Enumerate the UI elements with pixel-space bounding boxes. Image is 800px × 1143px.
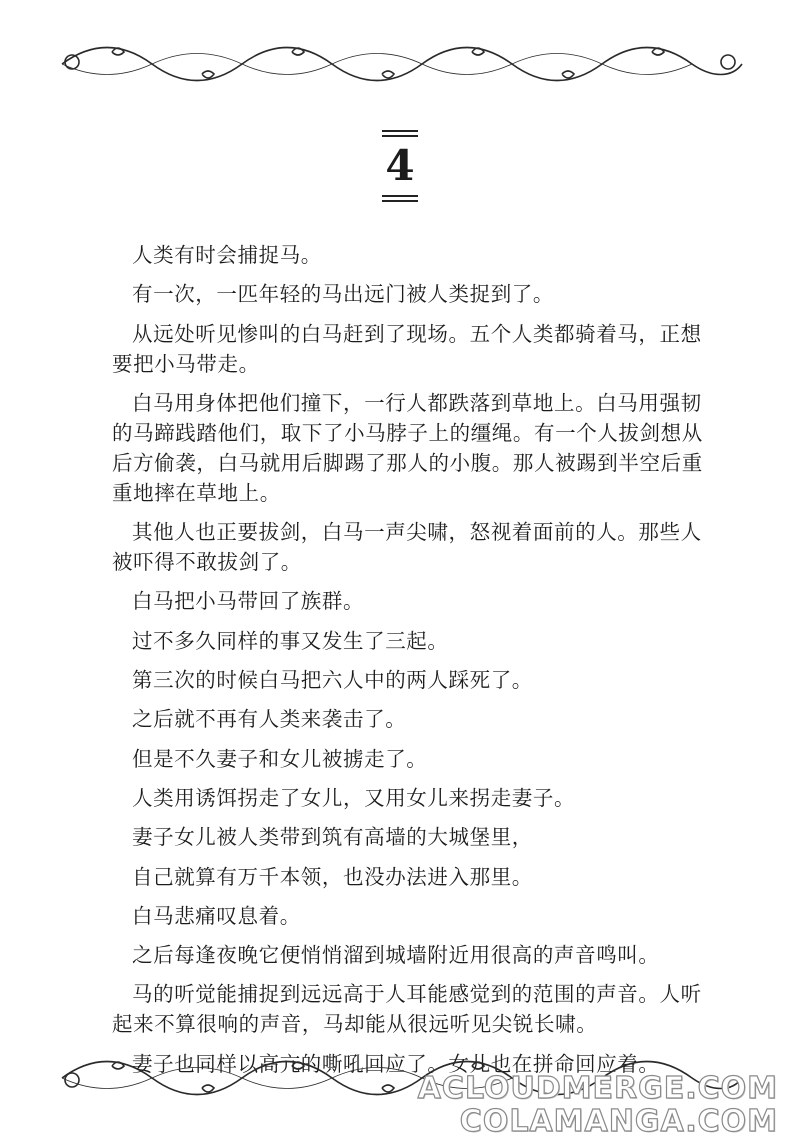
- paragraph: 之后就不再有人类来袭击了。: [132, 707, 407, 732]
- paragraph: 人类有时会捕捉马。: [132, 243, 322, 267]
- paragraph: 自己就算有万千本领，也没办法进入那里。: [132, 864, 533, 889]
- paragraph: 人类用诱饵拐走了女儿，又用女儿来拐走妻子。: [132, 785, 576, 810]
- paragraph: 妻子女儿被人类带到筑有高墙的大城堡里，: [132, 825, 533, 850]
- chapter-number: 4: [385, 141, 415, 190]
- paragraph: 妻子也同样以高亢的嘶吼回应了。女儿也在拼命回应着。: [132, 1051, 660, 1076]
- top-floral-ornament-icon: [52, 38, 748, 88]
- paragraph: 白马把小马带回了族群。: [132, 589, 365, 614]
- paragraph: 但是不久妻子和女儿被掳走了。: [132, 746, 428, 771]
- paragraph: 有一次，一匹年轻的马出远门被人类捉到了。: [132, 282, 554, 307]
- paragraph: 其他人也正要拔剑，白马一声尖啸，怒视着面前的人。那些人被吓得不敢拔剑了。: [112, 520, 702, 575]
- watermark-line-2: COLAMANGA.COM: [459, 1104, 778, 1139]
- chapter-top-rule: [382, 130, 418, 137]
- paragraph: 白马用身体把他们撞下，一行人都跌落到草地上。白马用强韧的马蹄践踏他们，取下了小马脖子上的缰绳。有一个人拔剑想从后方偷袭，白马就用后脚踢了那人的小腹。那人被踢到半空后重重地摔在草地上。: [112, 390, 703, 505]
- chapter-heading: [360, 130, 440, 208]
- chapter-bottom-rule: [382, 195, 418, 202]
- paragraph: 第三次的时候白马把六人中的两人踩死了。: [132, 668, 533, 693]
- paragraph: 白马悲痛叹息着。: [132, 903, 301, 928]
- paragraph: 从远处听见惨叫的白马赶到了现场。五个人类都骑着马，正想要把小马带走。: [112, 321, 702, 376]
- paragraph: 马的听觉能捕捉到远远高于人耳能感觉到的范围的声音。人听起来不算很响的声音，马却能从很远听见尖锐长啸。: [112, 982, 702, 1037]
- watermark-line-1: ACLOUDMERGE.COM: [417, 1071, 778, 1106]
- site-watermark: [418, 1072, 778, 1138]
- paragraph: 过不多久同样的事又发生了三起。: [132, 628, 449, 653]
- paragraph: 之后每逢夜晚它便悄悄溜到城墙附近用很高的声音鸣叫。: [132, 943, 660, 968]
- chapter-body: [112, 240, 712, 1088]
